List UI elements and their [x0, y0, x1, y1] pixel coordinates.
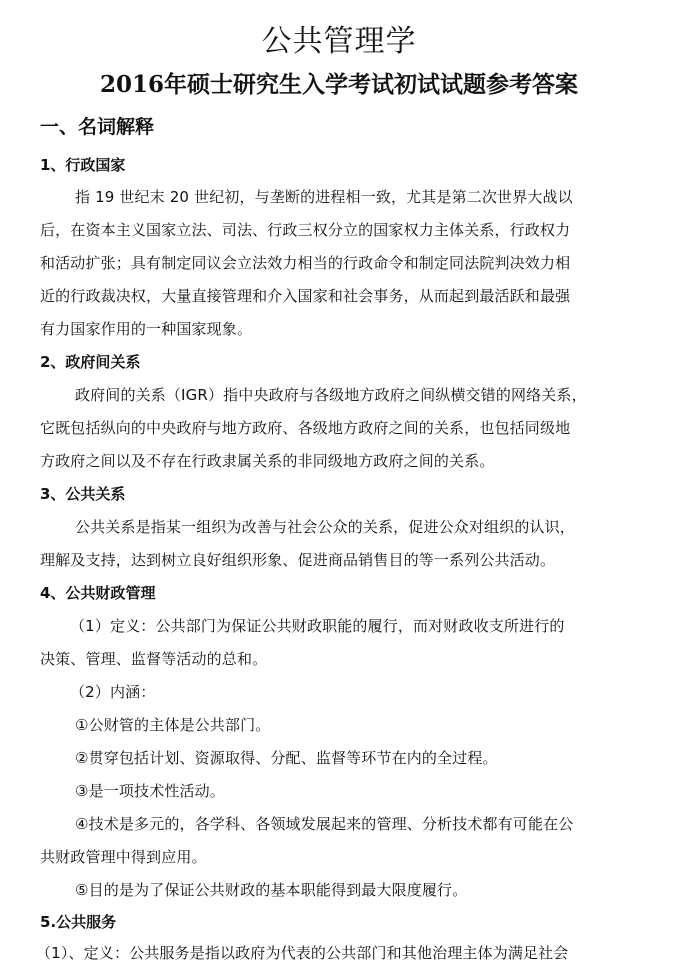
list-item: ⑤目的是为了保证公共财政的基本职能得到最大限度履行。	[75, 881, 468, 899]
paragraph-line: 有力国家作用的一种国家现象。	[40, 320, 253, 338]
paragraph-line: （1）、定义：公共服务是指以政府为代表的公共部门和其他治理主体为满足社会	[36, 944, 569, 962]
paragraph-line: 和活动扩张；具有制定同议会立法效力相当的行政命令和制定同法院判决效力相	[40, 254, 571, 272]
item-heading-intergovernmental-relations: 2、政府间关系	[40, 353, 141, 371]
paragraph-line: 理解及支持，达到树立良好组织形象、促进商品销售目的等一系列公共活动。	[40, 551, 556, 569]
paragraph-line: 政府间的关系（IGR）指中央政府与各级地方政府之间纵横交错的网络关系，	[75, 386, 587, 404]
paragraph-line: 决策、管理、监督等活动的总和。	[40, 650, 268, 668]
list-item: ②贯穿包括计划、资源取得、分配、监督等环节在内的全过程。	[75, 749, 498, 767]
paragraph-line: 近的行政裁决权，大量直接管理和介入国家和社会事务，从而起到最活跃和最强	[40, 287, 571, 305]
paragraph-line: 方政府之间以及不存在行政隶属关系的非同级地方政府之间的关系。	[40, 452, 495, 470]
list-item: ③是一项技术性活动。	[75, 782, 225, 800]
section-heading: 一、名词解释	[40, 116, 155, 138]
paragraph-line: （1）定义：公共部门为保证公共财政职能的履行，而对财政收支所进行的	[70, 617, 565, 635]
paragraph-line: 公共关系是指某一组织为改善与社会公众的关系，促进公众对组织的认识，	[75, 518, 575, 536]
paragraph-line: 指 19 世纪末 20 世纪初，与垄断的进程相一致，尤其是第二次世界大战以	[75, 188, 573, 206]
item-heading-public-relations: 3、公共关系	[40, 485, 126, 503]
document-title: 公共管理学	[261, 24, 417, 59]
document-subtitle: 2016年硕士研究生入学考试初试试题参考答案	[99, 71, 578, 98]
paragraph-line: 共财政管理中得到应用。	[40, 848, 207, 866]
list-item: ①公财管的主体是公共部门。	[75, 716, 271, 734]
item-heading-public-finance-management: 4、公共财政管理	[40, 584, 156, 602]
paragraph-line: 后，在资本主义国家立法、司法、行政三权分立的国家权力主体关系，行政权力	[40, 221, 571, 239]
paragraph-line: （2）内涵：	[70, 683, 156, 701]
item-heading-administrative-state: 1、行政国家	[40, 156, 126, 174]
list-item: ④技术是多元的，各学科、各领域发展起来的管理、分析技术都有可能在公	[75, 815, 574, 833]
paragraph-line: 它既包括纵向的中央政府与地方政府、各级地方政府之间的关系，也包括同级地	[40, 419, 571, 437]
item-heading-public-service: 5.公共服务	[40, 913, 117, 931]
